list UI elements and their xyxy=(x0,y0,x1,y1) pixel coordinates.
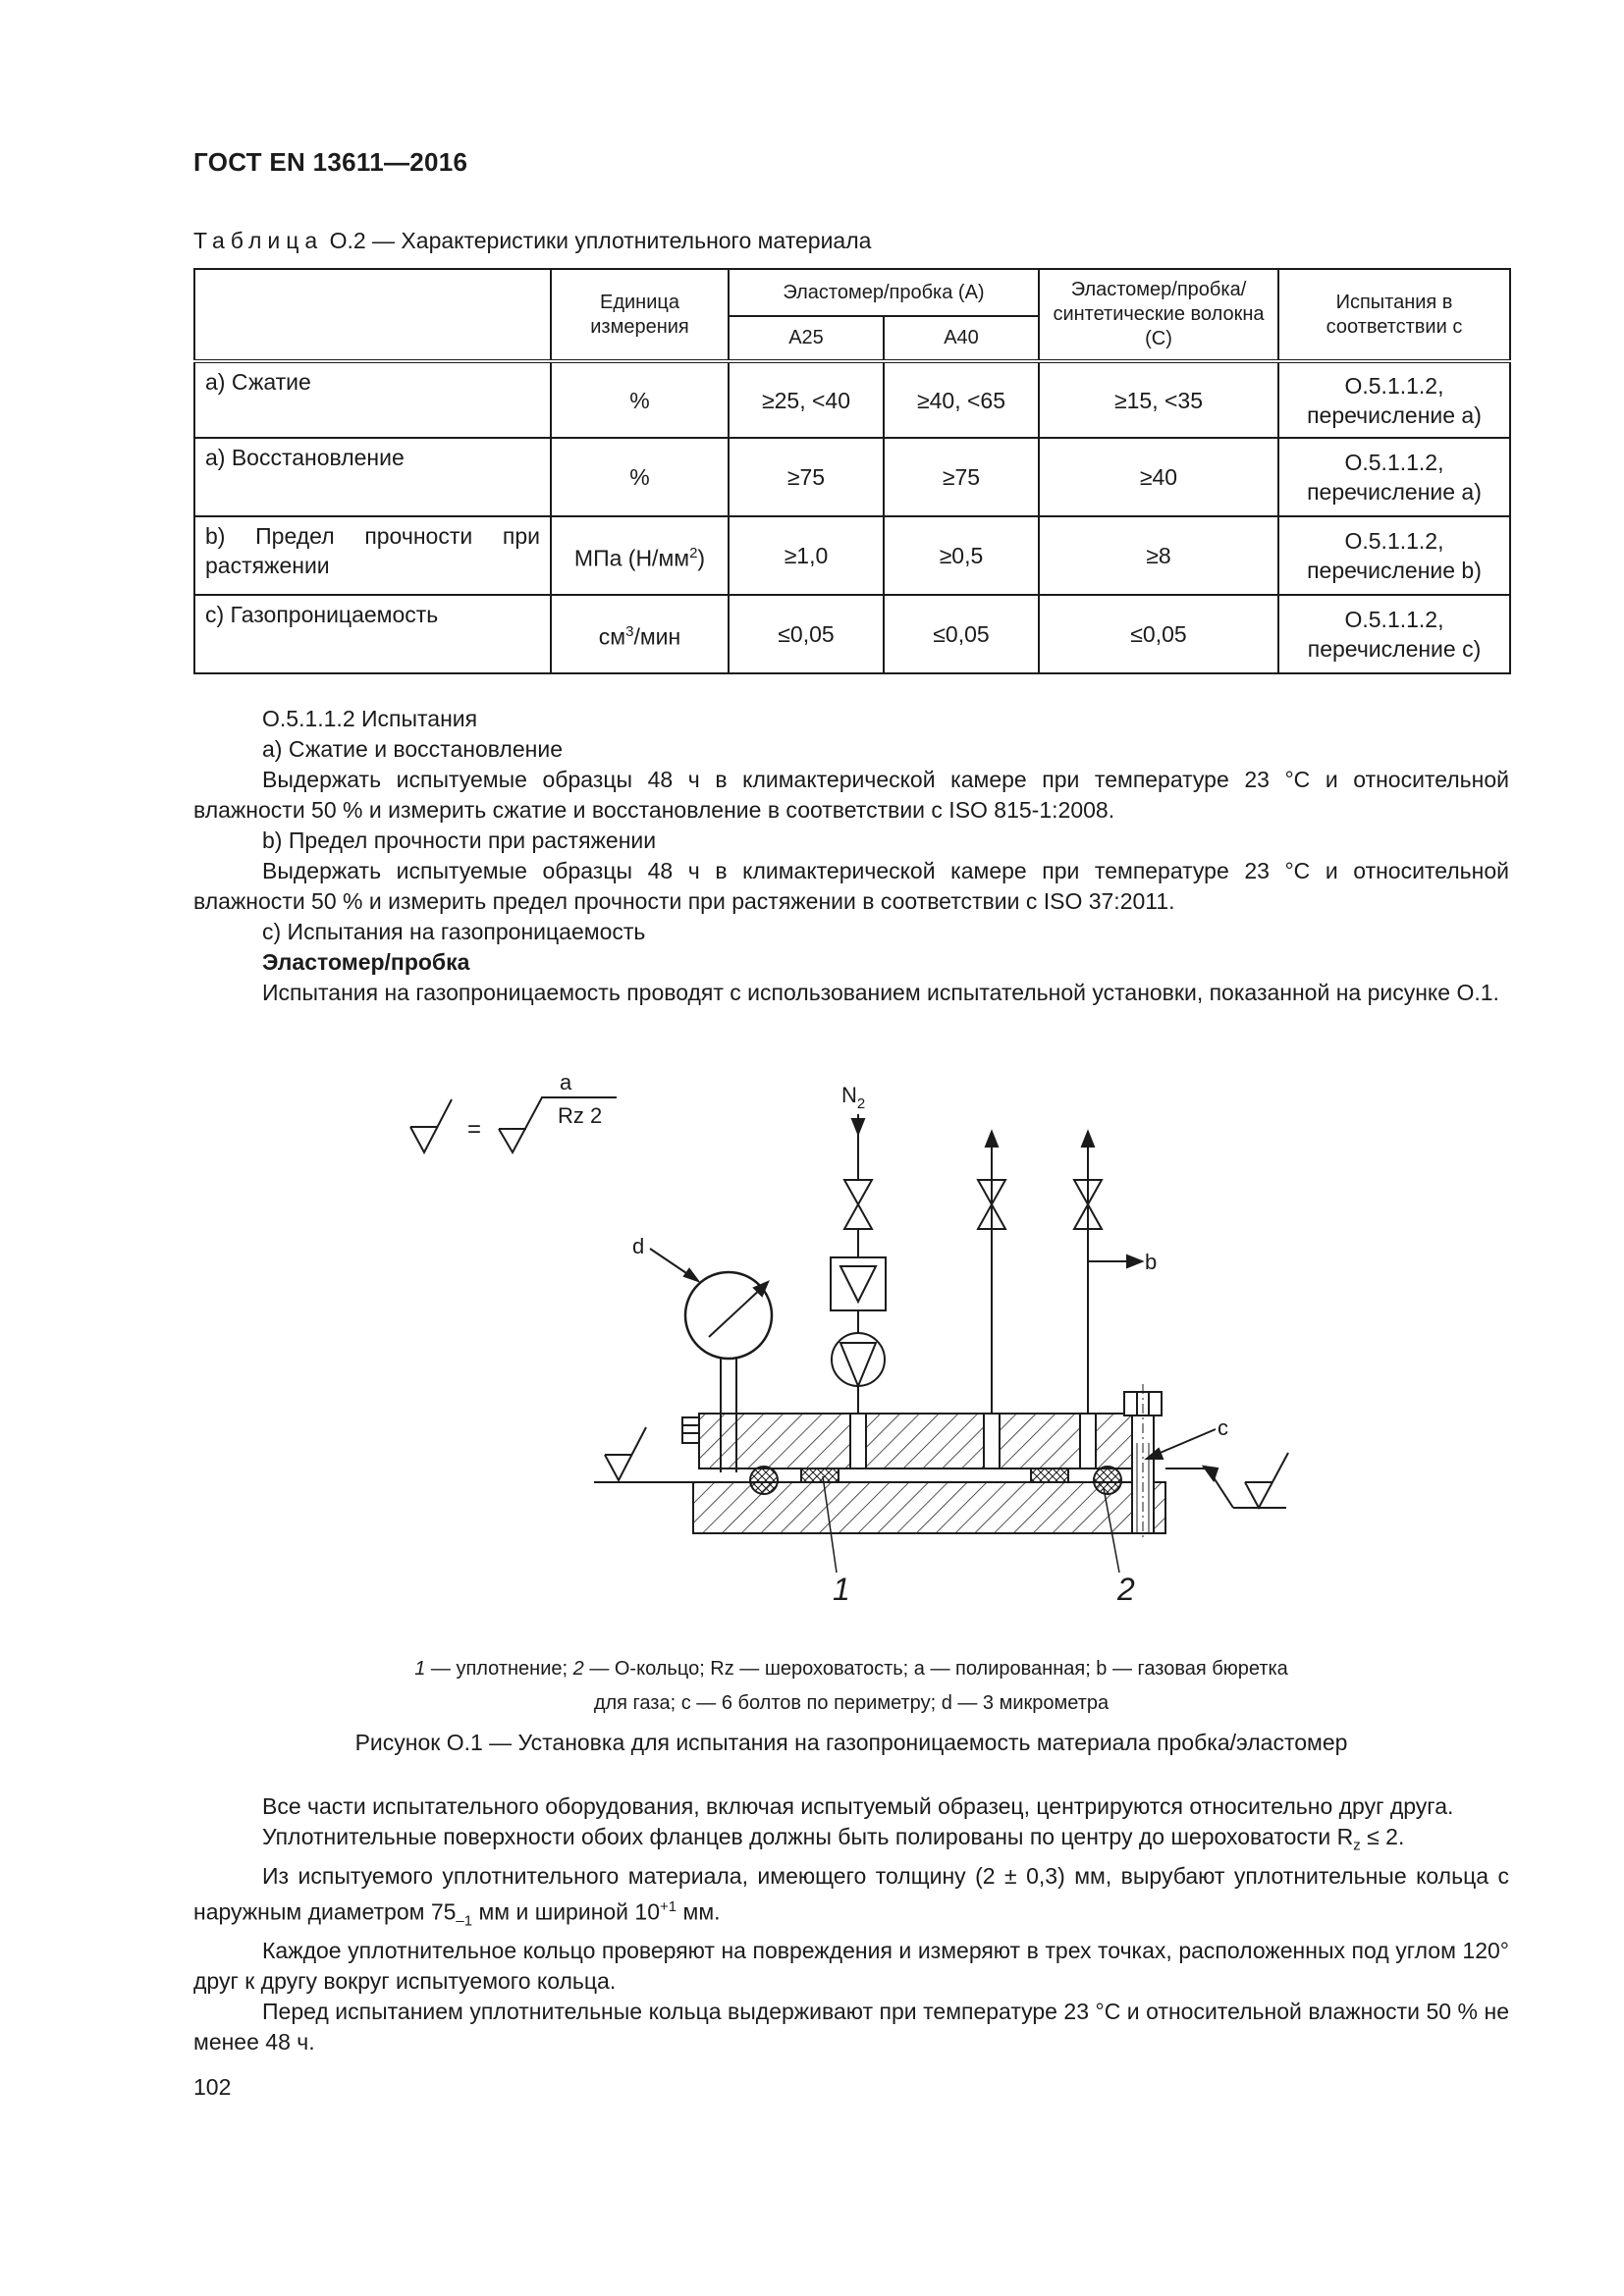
header-test: Испытания в соответствии с xyxy=(1278,269,1510,361)
label-d: d xyxy=(632,1234,645,1258)
paragraph: Выдержать испытуемые образцы 48 ч в климактерической камере при температуре 23 °C и относительной влажности 50 % и измерить сжатие и восстановление в соответствии с ISO 815-1:2008. xyxy=(193,767,1509,823)
paragraph-sub: z xyxy=(1353,1837,1361,1854)
roughness-leader-arrowhead xyxy=(1204,1467,1218,1480)
paragraph: Каждое уплотнительное кольцо проверяют на повреждения и измеряют в трех точках, расположенных под углом 120° друг к другу вокруг испытуемого кольца. xyxy=(193,1937,1509,1994)
paragraph: Все части испытательного оборудования, включая испытуемый образец, центрируются относительно друг друга. xyxy=(262,1793,1454,1819)
equals-sign: = xyxy=(467,1116,482,1143)
header-group-a: Эластомер/пробка (A) xyxy=(729,269,1039,316)
legend-line-1 xyxy=(193,1652,1509,1686)
row-a40: ≥40, <65 xyxy=(884,361,1039,438)
outlet-arrowhead xyxy=(986,1132,998,1147)
row-c: ≥40 xyxy=(1039,438,1278,516)
row-a25: ≥1,0 xyxy=(729,516,884,595)
row-test: О.5.1.1.2, перечисление а) xyxy=(1278,361,1510,438)
row-unit: % xyxy=(551,361,729,438)
legend-line-2: для газа; с — 6 болтов по периметру; d — 3 микрометра xyxy=(593,1692,1110,1714)
paragraph xyxy=(193,1822,1509,1861)
paragraph-sup: +1 xyxy=(660,1897,677,1915)
upper-flange xyxy=(736,1414,1139,1468)
row-a25: ≤0,05 xyxy=(729,595,884,673)
flange-channel xyxy=(984,1414,1000,1468)
table-caption xyxy=(193,228,871,254)
valve-icon xyxy=(844,1180,872,1229)
after-figure-text xyxy=(193,1791,1509,2057)
unit-main: МПа (Н/мм xyxy=(573,545,690,571)
paragraph-text: мм. xyxy=(677,1898,721,1925)
figure-title: Рисунок О.1 — Установка для испытания на газопроницаемость материала пробка/эластомер xyxy=(354,1730,1348,1755)
table-row xyxy=(194,516,1510,595)
unit-end: /мин xyxy=(633,623,681,650)
subheading: Эластомер/пробка xyxy=(262,949,470,975)
paragraph-text: Из испытуемого уплотнительного материала, имеющего толщину (2 ± 0,3) мм, вырубают уплотнительные кольца с наружным диаметром 75 xyxy=(193,1862,1509,1925)
paragraph: Перед испытанием уплотнительные кольца выдерживают при температуре 23 °C и относительной влажности 50 % не менее 48 ч. xyxy=(193,1998,1509,2055)
header-a40: A40 xyxy=(884,316,1039,361)
row-test: О.5.1.1.2, перечисление b) xyxy=(1278,516,1510,595)
document-header: ГОСТ EN 13611—2016 xyxy=(193,147,468,177)
n2-main: N xyxy=(841,1083,857,1107)
row-a40: ≥0,5 xyxy=(884,516,1039,595)
row-a25: ≥25, <40 xyxy=(729,361,884,438)
paragraph: a) Сжатие и восстановление xyxy=(262,736,563,762)
side-screw xyxy=(682,1417,699,1443)
figure-legend xyxy=(193,1652,1509,1721)
row-label: b) Предел прочности при растяжении xyxy=(194,516,551,595)
label-b: b xyxy=(1145,1250,1158,1274)
legend-text: — уплотнение; xyxy=(425,1658,573,1680)
paragraph: с) Испытания на газопроницаемость xyxy=(262,919,646,944)
table-row xyxy=(194,595,1510,673)
paragraph: Испытания на газопроницаемость проводят с использованием испытательной установки, показанной на рисунке О.1. xyxy=(262,980,1499,1005)
flange-channel xyxy=(1080,1414,1096,1468)
paragraph xyxy=(193,1861,1509,1936)
row-unit: % xyxy=(551,438,729,516)
seal-icon xyxy=(801,1468,839,1482)
label-rz: Rz 2 xyxy=(558,1103,603,1128)
pump-icon xyxy=(832,1333,885,1386)
test-rig-figure xyxy=(393,1070,1326,1600)
row-a25: ≥75 xyxy=(729,438,884,516)
header-unit: Единица измерения xyxy=(551,269,729,361)
o-ring-icon xyxy=(750,1467,778,1494)
o-ring-icon xyxy=(1094,1467,1121,1494)
paragraph: Выдержать испытуемые образцы 48 ч в климактерической камере при температуре 23 °C и относительной влажности 50 % и измерить предел прочности при растяжении в соответствии с ISO 37:2011. xyxy=(193,858,1509,914)
label-c: c xyxy=(1218,1415,1228,1440)
flange-channel xyxy=(850,1414,866,1468)
leader-d-arrowhead xyxy=(684,1269,698,1281)
n2-arrowhead xyxy=(852,1119,864,1134)
legend-text: — О-кольцо; Rz — шероховатость; а — полированная; b — газовая бюретка xyxy=(583,1658,1288,1680)
row-unit xyxy=(551,595,729,673)
row-label: a) Сжатие xyxy=(194,361,551,438)
table-caption-text: О.2 — Характеристики уплотнительного материала xyxy=(329,228,872,253)
lower-flange-right xyxy=(1154,1482,1165,1533)
item-number-1: 1 xyxy=(833,1572,850,1600)
paragraph: b) Предел прочности при растяжении xyxy=(262,828,657,853)
n2-sub: 2 xyxy=(856,1095,866,1112)
row-unit xyxy=(551,516,729,595)
unit-end: ) xyxy=(697,545,706,571)
page-number: 102 xyxy=(193,2074,232,2100)
section-text xyxy=(193,704,1509,1008)
row-a40: ≥75 xyxy=(884,438,1039,516)
header-a25: A25 xyxy=(729,316,884,361)
header-empty xyxy=(194,269,551,361)
seal-icon xyxy=(1031,1468,1068,1482)
table-row xyxy=(194,361,1510,438)
label-a: a xyxy=(560,1070,572,1095)
burette-arrowhead xyxy=(1127,1255,1142,1267)
paragraph-sub: –1 xyxy=(456,1911,473,1929)
spec-table xyxy=(193,268,1511,674)
table-caption-label: Таблица xyxy=(193,228,324,253)
row-test: О.5.1.1.2, перечисление с) xyxy=(1278,595,1510,673)
roughness-mark-right xyxy=(1245,1453,1288,1508)
row-label: c) Газопроницаемость xyxy=(194,595,551,673)
row-test: О.5.1.1.2, перечисление а) xyxy=(1278,438,1510,516)
table-header-row xyxy=(194,269,1510,316)
row-c: ≥15, <35 xyxy=(1039,361,1278,438)
item-number-2: 2 xyxy=(1117,1572,1135,1600)
paragraph: О.5.1.1.2 Испытания xyxy=(262,706,478,731)
unit-main: см xyxy=(598,623,626,650)
legend-number: 1 xyxy=(414,1658,426,1680)
outlet-arrowhead xyxy=(1082,1132,1094,1147)
header-group-c: Эластомер/пробка/ синтетические волокна (C) xyxy=(1039,269,1278,361)
table-row xyxy=(194,438,1510,516)
upper-flange-left xyxy=(699,1414,736,1468)
paragraph-text: мм и шириной 10 xyxy=(472,1898,661,1925)
row-c: ≥8 xyxy=(1039,516,1278,595)
row-c: ≤0,05 xyxy=(1039,595,1278,673)
paragraph-text: Уплотнительные поверхности обоих фланцев должны быть полированы по центру до шероховатости R xyxy=(262,1824,1354,1849)
paragraph-text: ≤ 2. xyxy=(1360,1824,1405,1849)
row-a40: ≤0,05 xyxy=(884,595,1039,673)
row-label: a) Восстановление xyxy=(194,438,551,516)
unit-sup: 2 xyxy=(689,544,698,561)
unit-sup: 3 xyxy=(625,622,634,640)
label-n2 xyxy=(841,1083,865,1112)
legend-number: 2 xyxy=(572,1658,584,1680)
